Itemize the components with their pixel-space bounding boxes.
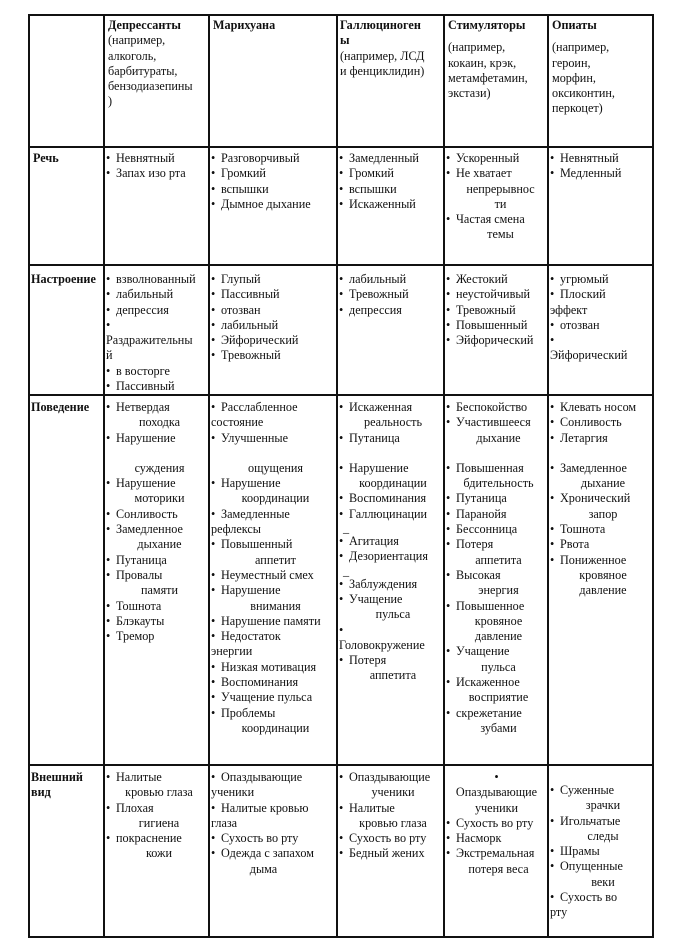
speech-hallucinogens (339, 151, 443, 212)
list-item: • Плоский (550, 287, 606, 302)
appearance-depressants (106, 770, 208, 862)
list-item: • Искаженное (446, 675, 520, 690)
list-item: • Сонливость (550, 415, 622, 430)
list-item-cont: Эйфорический (550, 348, 628, 363)
list-item: • Нарушение (106, 430, 176, 445)
row-label-speech: Речь (33, 151, 59, 165)
list-item-cont: темы (487, 227, 514, 242)
appearance-hallucinogens (339, 770, 443, 862)
list-item: • Агитация (339, 534, 399, 549)
list-item-cont: кровяное (474, 613, 523, 628)
list-item-cont: кровью глаза (125, 785, 193, 800)
list-item-cont: _ (343, 521, 350, 536)
list-item: • депрессия (339, 302, 402, 317)
column-divider-6 (652, 14, 654, 938)
list-item: • Насморк (446, 831, 502, 846)
list-item-cont: дыхание (476, 430, 521, 445)
list-item: • Тревожный (446, 302, 516, 317)
list-item: • Налитые (339, 800, 395, 815)
list-item-cont: координации (241, 491, 310, 506)
header-title-wrap: ы (340, 33, 350, 48)
list-item: • Тошнота (106, 598, 162, 613)
list-item: • Повышенный (446, 317, 528, 332)
speech-opiates (550, 151, 652, 182)
list-item: • Нарушение памяти (211, 613, 321, 628)
list-item: • Искаженный (339, 196, 416, 211)
list-item: • Замедленное (550, 460, 627, 475)
list-item-cont: аппетита (369, 668, 417, 683)
list-item: • Шрамы (550, 844, 600, 859)
list-item: • угрюмый (550, 272, 609, 286)
row-label-line: вид (31, 785, 51, 800)
list-item: • Путаница (339, 430, 400, 445)
list-item: • Проблемы (211, 705, 276, 720)
list-item-cont: зрачки (585, 798, 621, 813)
list-item: • Замедленное (106, 522, 183, 537)
header-title: Стимуляторы (448, 18, 526, 32)
list-item: • Дымное дыхание (211, 196, 311, 211)
list-item: • Высокая (446, 567, 501, 582)
list-item: • Сонливость (106, 506, 178, 521)
list-item: • Плохая (106, 800, 154, 815)
behavior-stimulants (446, 400, 547, 736)
list-item: • Тремор (106, 629, 155, 644)
mood-marijuana (211, 272, 336, 364)
column-divider-4 (443, 14, 445, 938)
list-item: • Сухость во рту (446, 815, 534, 830)
list-item: • Учащение (446, 644, 510, 659)
bullet-only: • (106, 317, 111, 332)
list-item: • Опущенные (550, 859, 623, 874)
header-line: морфин, (552, 70, 596, 85)
list-item: • Пассивный (106, 379, 175, 394)
list-item-cont: ученики (474, 800, 519, 815)
appearance-marijuana (211, 770, 336, 877)
list-item: • Сухость во рту (339, 831, 427, 846)
list-item: • Паранойя (446, 506, 507, 521)
speech-depressants (106, 151, 208, 182)
list-item: • Невнятный (106, 151, 175, 165)
list-item: • Тревожный (339, 287, 409, 302)
list-item: • вспышки (339, 181, 397, 196)
appearance-stimulants (446, 770, 547, 877)
list-item-cont: аппетита (475, 552, 522, 567)
row-divider-behavior (28, 764, 654, 766)
mood-stimulants (446, 272, 547, 348)
header-line: ) (108, 94, 113, 109)
table-border-bottom (28, 936, 654, 938)
list-item-cont: координации (241, 720, 310, 735)
list-item-cont: внимания (250, 598, 301, 613)
mood-hallucinogens (339, 272, 443, 318)
list-item: • Запах изо рта (106, 166, 186, 181)
list-item-cont: Раздражительны (106, 333, 193, 348)
list-item-cont: энергия (478, 583, 519, 598)
list-item: • Низкая мотивация (211, 659, 317, 674)
list-item-cont: реальность (363, 415, 423, 430)
list-item: • в восторге (106, 363, 170, 378)
list-item: • Учащение пульса (211, 690, 313, 705)
list-item-cont: энергии (211, 644, 253, 659)
row-divider-speech (28, 264, 654, 266)
header-line: экстази) (448, 86, 491, 101)
mood-opiates (550, 272, 652, 364)
list-item: • Экстремальная (446, 846, 535, 861)
list-item: • Замедленный (339, 151, 419, 165)
header-line: (например, (448, 40, 506, 55)
list-item-cont: памяти (140, 583, 179, 598)
column-divider-5 (547, 14, 549, 938)
list-item: • лабильный (106, 287, 174, 302)
bullet-only: • (339, 622, 344, 637)
header-line: перкоцет) (552, 101, 603, 116)
header-title: Галлюциноген (340, 18, 421, 32)
list-item-cont: пульса (375, 607, 411, 622)
list-item: • депрессия (106, 302, 169, 317)
list-item-cont: зубами (480, 720, 517, 735)
header-stimulants (448, 18, 547, 101)
header-title: Марихуана (213, 18, 276, 32)
list-item: • Летаргия (550, 430, 608, 445)
list-item-cont: Опаздывающие (455, 785, 538, 800)
list-item: • Эйфорический (446, 333, 534, 348)
list-item: • Заблуждения (339, 576, 418, 591)
header-depressants (108, 18, 208, 110)
list-item: • Провалы (106, 567, 163, 582)
list-item: • отозван (211, 302, 261, 317)
list-item: • Недостаток (211, 629, 281, 644)
header-title: Опиаты (552, 18, 597, 32)
list-item-cont: аппетит (255, 552, 296, 567)
list-item-cont: ученики (371, 785, 415, 800)
list-item: • Эйфорический (211, 333, 299, 348)
list-item: • Сухость во рту (211, 831, 299, 846)
list-item-cont: Головокружение (339, 637, 425, 652)
list-item: • Опаздывающие (339, 770, 431, 784)
list-item-cont: пульса (481, 659, 516, 674)
row-label-appearance (31, 770, 103, 801)
header-line: (например, (108, 33, 166, 48)
list-item: • Глупый (211, 272, 261, 286)
list-item: • Нетвердая (106, 400, 170, 414)
list-item: • покраснение (106, 831, 182, 846)
list-item: • Воспоминания (339, 491, 427, 506)
list-item: • Бедный жених (339, 846, 425, 861)
list-item: • Учащение (339, 591, 403, 606)
header-line: (например, ЛСД (340, 48, 425, 63)
header-opiates (552, 18, 652, 117)
list-item: • Рвота (550, 537, 590, 552)
row-label-behavior: Поведение (31, 400, 90, 414)
list-item-cont: ученики (211, 785, 255, 800)
list-item-cont: запор (588, 506, 618, 521)
list-item-cont: координации (359, 476, 427, 491)
list-item-cont: кожи (145, 846, 173, 861)
row-label-mood: Настроение (31, 272, 96, 286)
list-item: • Беспокойство (446, 400, 528, 414)
list-item: • Нарушение (339, 460, 409, 475)
list-item: • лабильный (211, 317, 279, 332)
list-item-cont: кровью глаза (359, 815, 427, 830)
speech-stimulants (446, 151, 547, 243)
list-item-cont: рту (550, 905, 568, 920)
list-item-cont: ти (494, 196, 507, 211)
list-item: • Пассивный (211, 287, 280, 302)
list-item-cont: восприятие (468, 690, 529, 705)
list-item: • Налитые кровью (211, 800, 309, 815)
list-item: • Громкий (339, 166, 394, 181)
table-border-top (28, 14, 654, 16)
list-item-cont: глаза (211, 815, 238, 830)
row-label-line: Внешний (31, 770, 83, 784)
speech-marijuana (211, 151, 336, 212)
list-item: • Путаница (446, 491, 507, 506)
behavior-hallucinogens (339, 400, 443, 684)
row-divider-header (28, 146, 654, 148)
list-item: • взволнованный (106, 272, 196, 286)
list-item: • Частая смена (446, 212, 525, 227)
appearance-opiates (550, 770, 652, 921)
list-item: • Неуместный смех (211, 567, 314, 582)
list-item-cont: суждения (134, 460, 185, 475)
list-item-cont: _ (343, 563, 350, 578)
list-item-cont: моторики (134, 491, 185, 506)
list-item: • скрежетание (446, 705, 522, 720)
list-item-cont: эффект (550, 302, 588, 317)
list-item: • Пониженное (550, 552, 627, 567)
list-item: • Налитые (106, 770, 162, 784)
header-line: метамфетамин, (448, 70, 528, 85)
list-item: • Потеря (446, 537, 494, 552)
list-item: • Ускоренный (446, 151, 520, 165)
list-item: • Опаздывающие (211, 770, 303, 784)
list-item: • Расслабленное (211, 400, 298, 414)
list-item: • Повышенное (446, 598, 525, 613)
list-item: • Потеря (339, 653, 387, 668)
header-line: (например, (552, 40, 610, 55)
list-item-cont: кровяное (579, 567, 627, 582)
mood-depressants (106, 272, 209, 394)
list-item: • Суженные (550, 783, 615, 797)
header-hallucinogens (340, 18, 443, 79)
list-item-cont: бдительность (463, 476, 534, 491)
header-line: героин, (552, 55, 591, 70)
list-item: • вспышки (211, 181, 269, 196)
list-item: • Тревожный (211, 348, 281, 363)
list-item-cont: состояние (211, 415, 264, 430)
list-item-cont: следы (587, 828, 619, 843)
list-item: • Нарушение (211, 583, 281, 598)
list-item: • Улучшенные (211, 430, 288, 445)
header-marijuana (213, 18, 335, 33)
list-item-cont: потеря веса (468, 861, 529, 876)
list-item: • Громкий (211, 166, 266, 181)
list-item: • отозван (550, 317, 600, 332)
header-title: Депрессанты (108, 18, 181, 32)
list-item: • Медленный (550, 166, 622, 181)
bullet-only: • (550, 333, 555, 348)
list-item-cont: рефлексы (211, 522, 261, 537)
list-item: • Путаница (106, 552, 167, 567)
list-item: • Галлюцинации (339, 506, 428, 521)
list-item: • Сухость во (550, 890, 618, 905)
list-item: • Нарушение (106, 476, 176, 491)
list-item-cont: давление (474, 629, 523, 644)
header-line: и фенциклидин) (340, 63, 425, 78)
behavior-marijuana (211, 400, 336, 736)
column-divider-0 (28, 14, 30, 938)
list-item: • Клевать носом (550, 400, 637, 414)
list-item: • Блэкауты (106, 613, 165, 628)
list-item: • Нарушение (211, 476, 281, 491)
list-item: • Хронический (550, 491, 631, 506)
list-item: • неустойчивый (446, 287, 531, 302)
list-item: • Одежда с запахом (211, 846, 314, 861)
list-item-cont: давление (579, 583, 627, 598)
list-item: • Не хватает (446, 166, 512, 181)
list-item: • Повышенная (446, 460, 524, 475)
list-item-cont: й (106, 348, 113, 363)
list-item-cont: дыма (249, 861, 278, 876)
list-item: • лабильный (339, 272, 407, 286)
list-item: • Дезориентация (339, 549, 428, 564)
column-divider-1 (103, 14, 105, 938)
list-item: • Невнятный (550, 151, 619, 165)
list-item: • Участившееся (446, 415, 531, 430)
list-item: • Игольчатые (550, 813, 621, 828)
header-line: кокаин, крэк, (448, 55, 517, 70)
list-item-cont: веки (591, 874, 615, 889)
list-item: • Искаженная (339, 400, 413, 414)
header-line: барбитураты, (108, 63, 178, 78)
bullet-only: • (494, 770, 499, 784)
list-item-cont: ощущения (247, 460, 304, 475)
column-divider-3 (336, 14, 338, 938)
list-item-cont: непрерывнос (466, 181, 535, 196)
list-item: • Воспоминания (211, 675, 299, 690)
list-item: • Бессонница (446, 522, 518, 537)
header-line: алкоголь, (108, 48, 157, 63)
behavior-opiates (550, 400, 652, 599)
list-item-cont: походка (138, 415, 181, 430)
header-line: бензодиазепины (108, 79, 193, 94)
list-item: • Замедленные (211, 506, 290, 521)
list-item-cont: дыхание (580, 476, 626, 491)
list-item: • Тошнота (550, 522, 606, 537)
header-line: оксиконтин, (552, 86, 615, 101)
list-item: • Повышенный (211, 537, 293, 552)
list-item-cont: гигиена (138, 815, 180, 830)
list-item: • Разговорчивый (211, 151, 300, 165)
list-item: • Жестокий (446, 272, 508, 286)
behavior-depressants (106, 400, 209, 644)
list-item-cont: дыхание (137, 537, 182, 552)
